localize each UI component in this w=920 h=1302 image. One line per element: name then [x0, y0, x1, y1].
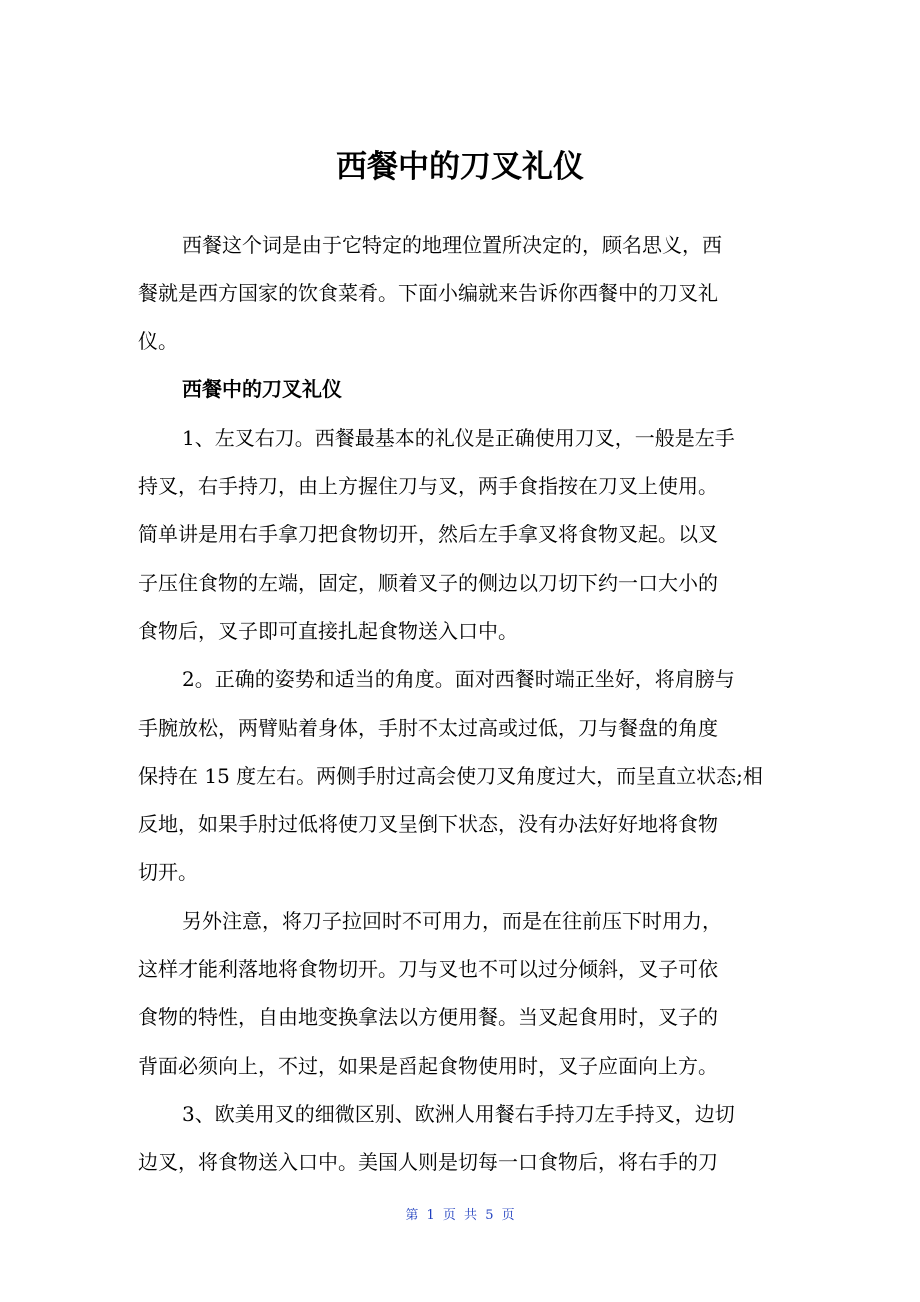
item1-line-5: 食物后，叉子即可直接扎起食物送入口中。: [138, 619, 518, 643]
section-heading: 西餐中的刀叉礼仪: [182, 377, 342, 401]
intro-line-1: 西餐这个词是由于它特定的地理位置所决定的，顾名思义，西: [182, 233, 722, 257]
item2-line-3: 保持在 15 度左右。两侧手肘过高会使刀叉角度过大，而呈直立状态;相: [138, 764, 763, 788]
item3-line-2: 边叉，将食物送入口中。美国人则是切每一口食物后，将右手的刀: [138, 1150, 718, 1174]
note-line-3: 食物的特性，自由地变换拿法以方便用餐。当叉起食用时，叉子的: [138, 1005, 718, 1029]
item2-line-1: 2。正确的姿势和适当的角度。面对西餐时端正坐好，将肩膀与: [182, 667, 735, 691]
note-line-1: 另外注意，将刀子拉回时不可用力，而是在往前压下时用力，: [182, 909, 722, 933]
item2-line-5: 切开。: [138, 860, 198, 884]
item2-line-2: 手腕放松，两臂贴着身体，手肘不太过高或过低，刀与餐盘的角度: [138, 716, 718, 740]
page-footer: 第 1 页 共 5 页: [405, 1208, 515, 1223]
item1-line-2: 持叉，右手持刀，由上方握住刀与叉，两手食指按在刀叉上使用。: [138, 474, 718, 498]
item2-line-4: 反地，如果手肘过低将使刀叉呈倒下状态，没有办法好好地将食物: [138, 812, 718, 836]
item1-line-1: 1、左叉右刀。西餐最基本的礼仪是正确使用刀叉，一般是左手: [182, 426, 735, 450]
document-title: 西餐中的刀叉礼仪: [336, 149, 584, 185]
item3-line-1: 3、欧美用叉的细微区别、欧洲人用餐右手持刀左手持叉，边切: [182, 1102, 735, 1126]
intro-line-3: 仪。: [138, 329, 178, 353]
item1-line-4: 子压住食物的左端，固定，顺着叉子的侧边以刀切下约一口大小的: [138, 571, 718, 595]
item1-line-3: 简单讲是用右手拿刀把食物切开，然后左手拿叉将食物叉起。以叉: [138, 522, 718, 546]
note-line-4: 背面必须向上，不过，如果是舀起食物使用时，叉子应面向上方。: [138, 1054, 718, 1078]
intro-line-2: 餐就是西方国家的饮食菜肴。下面小编就来告诉你西餐中的刀叉礼: [138, 281, 718, 305]
note-line-2: 这样才能利落地将食物切开。刀与叉也不可以过分倾斜，叉子可依: [138, 957, 718, 981]
